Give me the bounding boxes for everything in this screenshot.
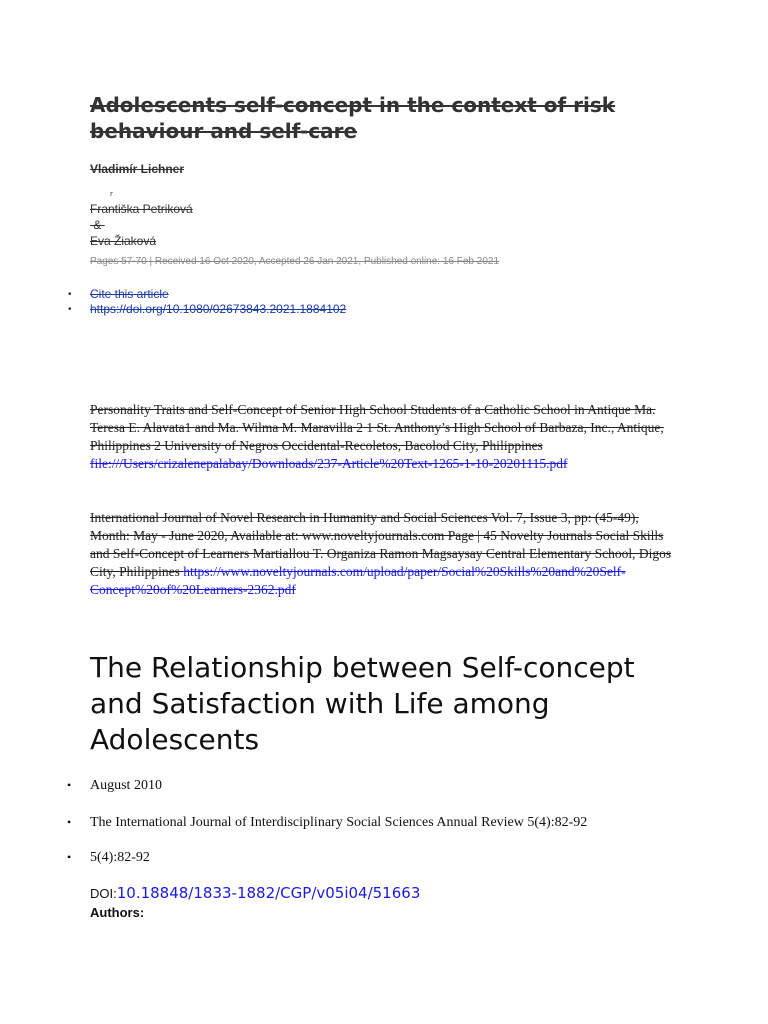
article-meta: Pages 57-70 | Received 16 Oct 2020, Accepted 26 Jan 2021, Published online: 16 Feb 2021 <box>90 256 499 267</box>
author-marker: r <box>110 190 113 198</box>
author-link-3[interactable]: Eva Žiaková <box>90 234 157 248</box>
list-item <box>68 302 347 317</box>
cite-article-link[interactable]: Cite this article <box>90 287 169 301</box>
author-separator <box>90 218 105 232</box>
list-item <box>67 850 150 866</box>
paper-issue: 5(4):82-92 <box>90 850 150 865</box>
doi-label: DOI: <box>90 886 117 901</box>
paper-date: August 2010 <box>90 778 162 793</box>
doi-link[interactable]: https://doi.org/10.1080/02673843.2021.1884102 <box>90 302 347 316</box>
reference-1 <box>90 401 680 473</box>
bullet-icon: • <box>67 850 72 864</box>
reference-text: International Journal of Novel Research in Humanity and Social Sciences Vol. 7, Issue 3, pp: (45-49), Month: May - June 2020, Available at: www.noveltyjournals.com Page | 45 Novelty Journals Social Skills and Self-Concept of Learners Martiallou T. Organiza Ramon Magsaysay Central Elementary School, Digos City, Philippines <box>90 510 672 579</box>
list-item <box>67 778 162 794</box>
paper-journal: The International Journal of Interdisciplinary Social Sciences Annual Review 5(4):82-92 <box>90 815 588 830</box>
reference-link[interactable]: https://www.noveltyjournals.com/upload/paper/Social%20Skills%20and%20Self-Concept%20of%20Learners-2362.pdf <box>90 564 626 597</box>
ampersand-text: & <box>93 218 102 232</box>
reference-text: Personality Traits and Self-Concept of Senior High School Students of a Catholic School in Antique Ma. Teresa E. Alavata1 and Ma. Wilma M. Maravilla 2 1 St. Anthony’s High School of Barbaza, Inc., Antique, Philippines 2 University of Negros Occidental-Recoletos, Bacolod City, Philippines <box>90 402 664 453</box>
bullet-icon: • <box>67 815 72 829</box>
bullet-icon: • <box>68 304 72 315</box>
article-title: Adolescents self-concept in the context of risk behaviour and self-care <box>90 93 616 143</box>
author-link-1[interactable]: Vladimír Lichner <box>90 162 185 176</box>
bullet-icon: • <box>68 289 72 300</box>
article-links <box>68 287 347 317</box>
doi-value-link[interactable]: 10.18848/1833-1882/CGP/v05i04/51663 <box>116 884 421 902</box>
reference-2 <box>90 509 680 599</box>
paper-doi <box>90 884 420 902</box>
author-link-2[interactable]: Františka Petriková <box>90 202 193 216</box>
reference-link[interactable]: file:///Users/crizalenepalabay/Downloads/237-Article%20Text-1265-1-10-20201115.pdf <box>90 456 568 471</box>
list-item <box>68 287 346 302</box>
authors-label: Authors: <box>90 905 145 920</box>
paper-title: The Relationship between Self-concept and Satisfaction with Life among Adolescents <box>90 651 635 756</box>
bullet-icon: • <box>67 778 72 792</box>
list-item <box>67 815 588 831</box>
